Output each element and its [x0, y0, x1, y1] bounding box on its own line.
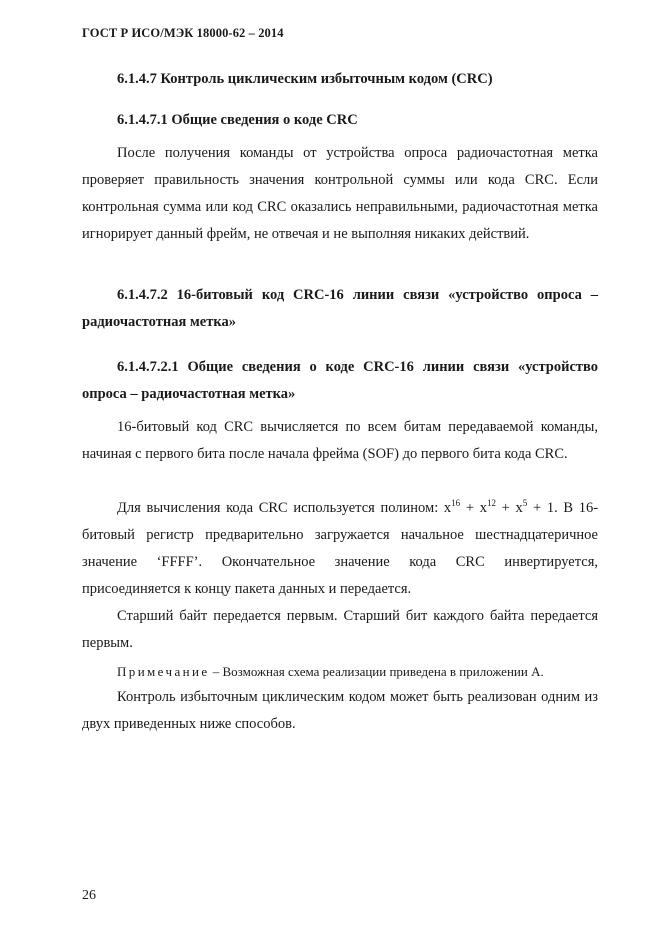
- section-heading-6-1-4-7-2-1: [82, 354, 598, 408]
- note-text: – Возможная схема реализации приведена в приложении А.: [212, 664, 544, 679]
- section-heading-6-1-4-7-2: [82, 282, 598, 336]
- section-number: 6.1.4.7: [117, 71, 157, 87]
- note: [82, 662, 598, 682]
- paragraph-crc16-scope: 16-битовый код CRC вычисляется по всем битам передаваемой команды, начиная с первого бита после начала фрейма (SOF) до первого бита кода CRC.: [82, 419, 598, 462]
- polynomial-intro: Для вычисления кода CRC используется полином:: [117, 500, 439, 516]
- section-heading-6-1-4-7-1: [82, 107, 598, 134]
- paragraph-crc-check: После получения команды от устройства опроса радиочастотная метка проверяет правильность значения контрольной суммы или кода CRC. Если контрольная сумма или код CRC оказались неправильными, радиочастотная метка игнорирует данный фрейм, не отвечая и не выполняя никаких действий.: [82, 145, 598, 242]
- section-number: 6.1.4.7.2: [117, 287, 168, 303]
- document-header: ГОСТ Р ИСО/МЭК 18000-62 – 2014: [82, 26, 284, 40]
- page-number: 26: [82, 888, 96, 903]
- section-title: 16-битовый код CRC-16 линии связи «устройство опроса – радиочастотная метка»: [82, 287, 598, 330]
- section-title: Общие сведения о коде CRC-16 линии связи «устройство опроса – радиочастотная метка»: [82, 359, 599, 402]
- section-heading-6-1-4-7: [82, 66, 598, 93]
- paragraph-polynomial: [82, 495, 598, 603]
- section-number: 6.1.4.7.2.1: [117, 359, 179, 375]
- note-label: Примечание: [117, 664, 210, 679]
- section-title: Контроль циклическим избыточным кодом (CRC): [160, 71, 493, 87]
- polynomial-details: В 16-битовый регистр предварительно загружается начальное шестнадцатеричное значение ‘FFFF’. Окончательное значение кода CRC инвертируется, присоединяется к концу пакета данных и передается.: [82, 500, 599, 597]
- paragraph-byte-order: Старший байт передается первым. Старший бит каждого байта передается первым.: [82, 608, 598, 651]
- polynomial-formula: $x^{16} + x^{12} + x^5 + 1$.: [443, 498, 558, 516]
- section-number: 6.1.4.7.1: [117, 112, 168, 128]
- paragraph-crc-methods: Контроль избыточным циклическим кодом может быть реализован одним из двух приведенных ниже способов.: [82, 689, 598, 732]
- section-title: Общие сведения о коде CRC: [171, 112, 358, 128]
